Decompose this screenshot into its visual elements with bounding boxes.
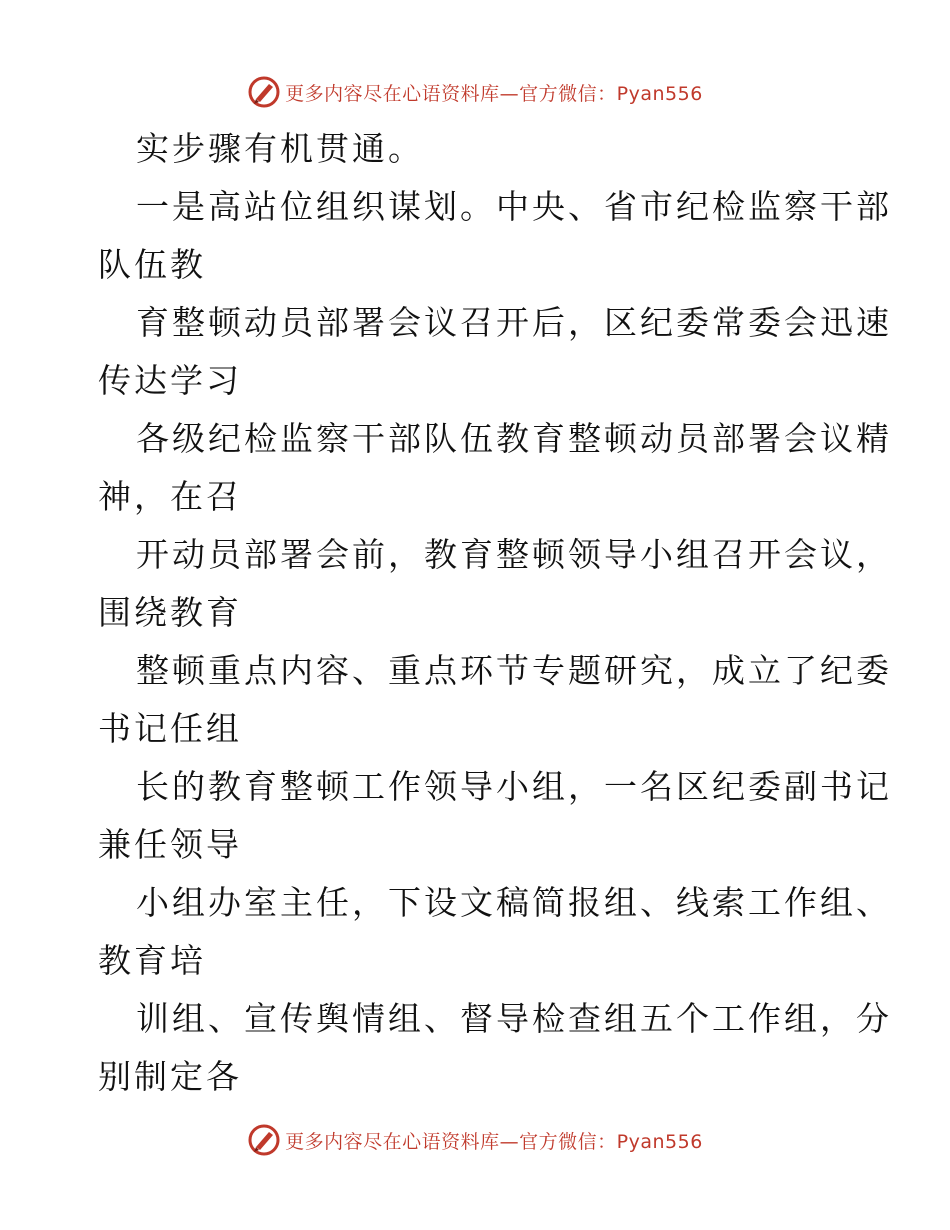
text-line: 传达学习 [98, 361, 242, 400]
text-line: 开动员部署会前，教育整顿领导小组召开会议， [136, 535, 892, 574]
header-banner-text: 更多内容尽在心语资料库—官方微信：Pyan556 [285, 82, 703, 105]
header-banner [0, 72, 950, 112]
text-line: 训组、宣传舆情组、督导检查组五个工作组，分 [136, 999, 892, 1038]
document-body [98, 120, 892, 1106]
text-line: 长的教育整顿工作领导小组，一名区纪委副书记 [136, 767, 892, 806]
text-line: 小组办室主任，下设文稿简报组、线索工作组、 [136, 883, 892, 922]
text-line: 书记任组 [98, 709, 242, 748]
text-line: 教育培 [98, 941, 206, 980]
footer-banner-text: 更多内容尽在心语资料库—官方微信：Pyan556 [285, 1130, 703, 1153]
text-line: 实步骤有机贯通。 [136, 129, 424, 168]
text-line: 兼任领导 [98, 825, 242, 864]
pen-logo-icon [247, 75, 281, 109]
pen-logo-icon [247, 1123, 281, 1157]
text-line: 队伍教 [98, 245, 206, 284]
text-line: 整顿重点内容、重点环节专题研究，成立了纪委 [136, 651, 892, 690]
text-line: 一是高站位组织谋划。中央、省市纪检监察干部 [136, 187, 892, 226]
text-line: 各级纪检监察干部队伍教育整顿动员部署会议精 [136, 419, 892, 458]
text-line: 神，在召 [98, 477, 242, 516]
text-line: 围绕教育 [98, 593, 242, 632]
footer-banner [0, 1120, 950, 1160]
text-line: 别制定各 [98, 1057, 242, 1096]
text-line: 育整顿动员部署会议召开后，区纪委常委会迅速 [136, 303, 892, 342]
